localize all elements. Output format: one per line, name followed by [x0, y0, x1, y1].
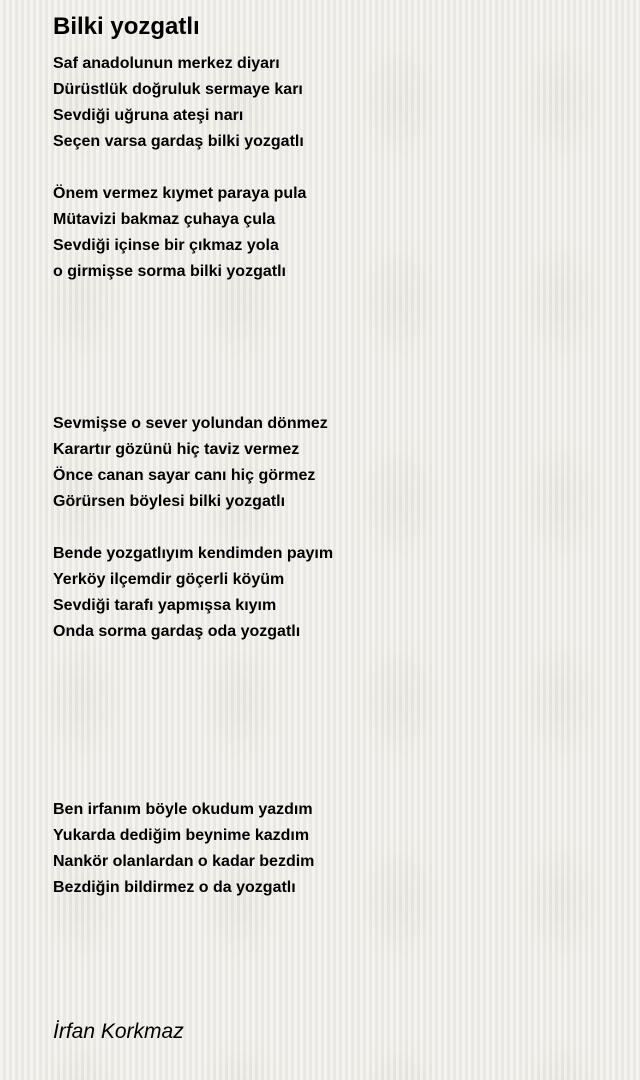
- poem-line: Nankör olanlardan o kadar bezdim: [53, 853, 315, 870]
- poem-line: Seçen varsa gardaş bilki yozgatlı: [53, 133, 304, 150]
- poem-line: Sevmişse o sever yolundan dönmez: [53, 415, 328, 432]
- poem-title: Bilki yozgatlı: [53, 13, 200, 40]
- poem-line: Yukarda dediğim beynime kazdım: [53, 827, 310, 844]
- poem-line: Karartır gözünü hiç taviz vermez: [53, 441, 300, 458]
- poem-line: Görürsen böylesi bilki yozgatlı: [53, 493, 286, 510]
- poem-line: Onda sorma gardaş oda yozgatlı: [53, 623, 301, 640]
- poem-line: Bezdiğin bildirmez o da yozgatlı: [53, 879, 296, 896]
- poem-line: Ben irfanım böyle okudum yazdım: [53, 801, 313, 818]
- poem-line: Önce canan sayar canı hiç görmez: [53, 467, 316, 484]
- poem-line: Yerköy ilçemdir göçerli köyüm: [53, 571, 285, 588]
- poem-line: Önem vermez kıymet paraya pula: [53, 185, 307, 202]
- poem-author: İrfan Korkmaz: [53, 1020, 184, 1043]
- poem-line: Bende yozgatlıyım kendimden payım: [53, 545, 334, 562]
- poem-line: Dürüstlük doğruluk sermaye karı: [53, 81, 303, 98]
- poem-line: Sevdiği uğruna ateşi narı: [53, 107, 244, 124]
- poem-line: Sevdiği tarafı yapmışsa kıyım: [53, 597, 277, 614]
- poem-line: Mütavizi bakmaz çuhaya çula: [53, 211, 276, 228]
- poem-line: o girmişse sorma bilki yozgatlı: [53, 263, 286, 280]
- poem-line: Saf anadolunun merkez diyarı: [53, 55, 280, 72]
- poem-line: Sevdiği içinse bir çıkmaz yola: [53, 237, 279, 254]
